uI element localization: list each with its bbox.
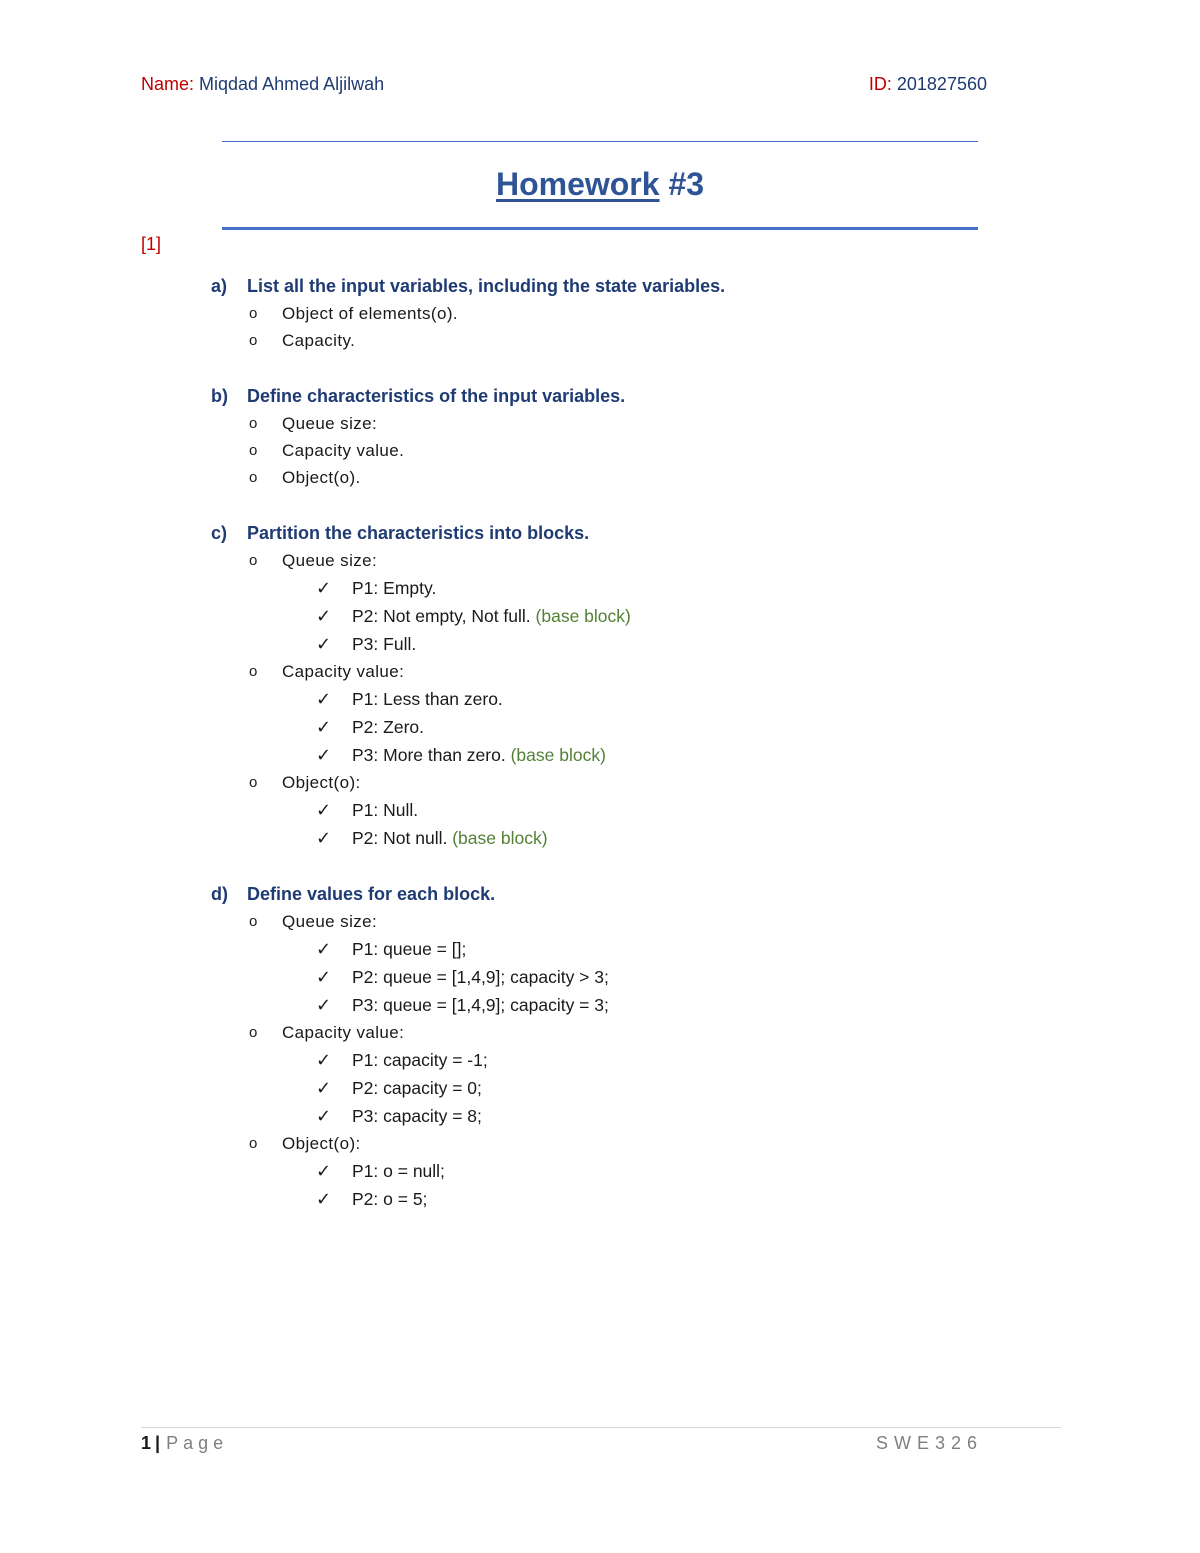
page-title [222, 166, 978, 203]
sub-list-item [211, 963, 1011, 991]
bullet-icon: o [249, 1135, 258, 1152]
list-item-text: Capacity value. [282, 441, 405, 460]
checkmark-icon: ✓ [316, 1106, 332, 1126]
sub-list-item [211, 602, 1011, 630]
sub-list-item [211, 824, 1011, 852]
section-spacer [211, 354, 1011, 382]
sub-list-item [211, 685, 1011, 713]
section-letter: d) [211, 884, 228, 904]
partition-text: queue = [1,4,9]; capacity = 3; [378, 995, 609, 1015]
partition-text: Not null. [378, 828, 448, 848]
list-item-text: Capacity value: [282, 1023, 405, 1042]
list-item-text: Object(o): [282, 773, 361, 792]
checkmark-icon: ✓ [316, 1189, 332, 1209]
partition-text: o = 5; [378, 1189, 428, 1209]
list-item-text: Queue size: [282, 414, 378, 433]
partition-label: P3: [352, 1106, 379, 1126]
page-header [141, 74, 987, 98]
list-item [211, 547, 1011, 574]
page-separator: | [155, 1433, 161, 1453]
sub-list-item [211, 574, 1011, 602]
page-footer [141, 1433, 983, 1457]
section-heading [211, 880, 1011, 908]
footer-rule [141, 1427, 1061, 1428]
section-letter: c) [211, 523, 228, 543]
sub-list-item [211, 741, 1011, 769]
section-heading [211, 382, 1011, 410]
checkmark-icon: ✓ [316, 995, 332, 1015]
sub-list-item [211, 796, 1011, 824]
sub-list-item [211, 1157, 1011, 1185]
checkmark-icon: ✓ [316, 1161, 332, 1181]
list-item-text: Object(o): [282, 1134, 361, 1153]
sub-list-item [211, 1074, 1011, 1102]
partition-text: More than zero. [378, 745, 506, 765]
partition-label: P1: [352, 939, 379, 959]
section-spacer [211, 491, 1011, 519]
partition-label: P1: [352, 1161, 379, 1181]
section-d [211, 880, 1011, 1213]
checkmark-icon: ✓ [316, 1050, 332, 1070]
partition-label: P3: [352, 634, 379, 654]
list-item [211, 327, 1011, 354]
sub-list-item [211, 1046, 1011, 1074]
partition-label: P2: [352, 828, 379, 848]
section-heading-text: Partition the characteristics into blocks. [247, 523, 590, 543]
list-item [211, 1130, 1011, 1157]
partition-text: o = null; [378, 1161, 445, 1181]
sub-list-item [211, 713, 1011, 741]
partition-label: P2: [352, 1189, 379, 1209]
list-item-text: Capacity value: [282, 662, 405, 681]
partition-text: Not empty, Not full. [378, 606, 531, 626]
partition-label: P1: [352, 800, 379, 820]
student-name [141, 74, 384, 95]
bullet-icon: o [249, 552, 258, 569]
section-heading-text: List all the input variables, including the state variables. [247, 276, 726, 296]
sub-list-item [211, 1102, 1011, 1130]
section-letter: b) [211, 386, 228, 406]
id-value: 201827560 [896, 74, 987, 94]
sub-list-item [211, 991, 1011, 1019]
bullet-icon: o [249, 332, 258, 349]
name-value: Miqdad Ahmed Aljilwah [199, 74, 385, 94]
partition-text: Zero. [378, 717, 424, 737]
partition-label: P2: [352, 717, 379, 737]
section-b [211, 382, 1011, 491]
checkmark-icon: ✓ [316, 800, 332, 820]
sub-list-item [211, 630, 1011, 658]
list-item [211, 300, 1011, 327]
bullet-icon: o [249, 469, 258, 486]
partition-label: P2: [352, 967, 379, 987]
partition-label: P2: [352, 1078, 379, 1098]
bullet-icon: o [249, 415, 258, 432]
base-block-note: (base block) [535, 606, 631, 626]
partition-label: P1: [352, 1050, 379, 1070]
checkmark-icon: ✓ [316, 745, 332, 765]
list-item-text: Object of elements(o). [282, 304, 459, 323]
list-item-text: Capacity. [282, 331, 356, 350]
bullet-icon: o [249, 913, 258, 930]
sub-list-item [211, 1185, 1011, 1213]
title-bottom-rule [222, 227, 978, 230]
sub-list-item [211, 935, 1011, 963]
partition-text: queue = [1,4,9]; capacity > 3; [378, 967, 609, 987]
bullet-icon: o [249, 305, 258, 322]
partition-text: Full. [378, 634, 417, 654]
section-heading [211, 519, 1011, 547]
partition-text: Empty. [378, 578, 437, 598]
checkmark-icon: ✓ [316, 578, 332, 598]
partition-text: capacity = 8; [378, 1106, 482, 1126]
question-number: [1] [141, 234, 162, 254]
section-spacer [211, 852, 1011, 880]
section-c [211, 519, 1011, 852]
partition-label: P3: [352, 995, 379, 1015]
section-heading [211, 272, 1011, 300]
name-label: Name: [141, 74, 195, 94]
partition-label: P1: [352, 578, 379, 598]
checkmark-icon: ✓ [316, 606, 332, 626]
list-item [211, 908, 1011, 935]
partition-label: P1: [352, 689, 379, 709]
list-item [211, 410, 1011, 437]
id-label: ID: [868, 74, 892, 94]
partition-text: Null. [378, 800, 419, 820]
section-heading-text: Define values for each block. [247, 884, 496, 904]
bullet-icon: o [249, 774, 258, 791]
partition-text: capacity = 0; [378, 1078, 482, 1098]
base-block-note: (base block) [452, 828, 548, 848]
list-item-text: Queue size: [282, 912, 378, 931]
list-item-text: Queue size: [282, 551, 378, 570]
checkmark-icon: ✓ [316, 634, 332, 654]
list-item [211, 769, 1011, 796]
student-id [869, 74, 987, 95]
bullet-icon: o [249, 1024, 258, 1041]
list-item [211, 1019, 1011, 1046]
partition-text: capacity = -1; [378, 1050, 488, 1070]
partition-label: P2: [352, 606, 379, 626]
list-item [211, 437, 1011, 464]
title-number: #3 [668, 166, 705, 202]
base-block-note: (base block) [510, 745, 606, 765]
course-code: SWE326 [875, 1433, 983, 1453]
checkmark-icon: ✓ [316, 1078, 332, 1098]
partition-text: queue = []; [378, 939, 467, 959]
bullet-icon: o [249, 663, 258, 680]
section-a [211, 272, 1011, 354]
list-item-text: Object(o). [282, 468, 361, 487]
checkmark-icon: ✓ [316, 717, 332, 737]
checkmark-icon: ✓ [316, 689, 332, 709]
title-underlined-word: Homework [495, 166, 660, 202]
title-top-rule [222, 141, 978, 142]
list-item [211, 658, 1011, 685]
partition-text: Less than zero. [378, 689, 503, 709]
page-number: 1 [141, 1433, 152, 1453]
section-heading-text: Define characteristics of the input variables. [247, 386, 626, 406]
list-item [211, 464, 1011, 491]
checkmark-icon: ✓ [316, 828, 332, 848]
partition-label: P3: [352, 745, 379, 765]
checkmark-icon: ✓ [316, 939, 332, 959]
checkmark-icon: ✓ [316, 967, 332, 987]
answer-content [211, 272, 1011, 1213]
section-letter: a) [211, 276, 228, 296]
bullet-icon: o [249, 442, 258, 459]
page-label: Page [166, 1433, 229, 1453]
page-indicator [141, 1433, 228, 1454]
